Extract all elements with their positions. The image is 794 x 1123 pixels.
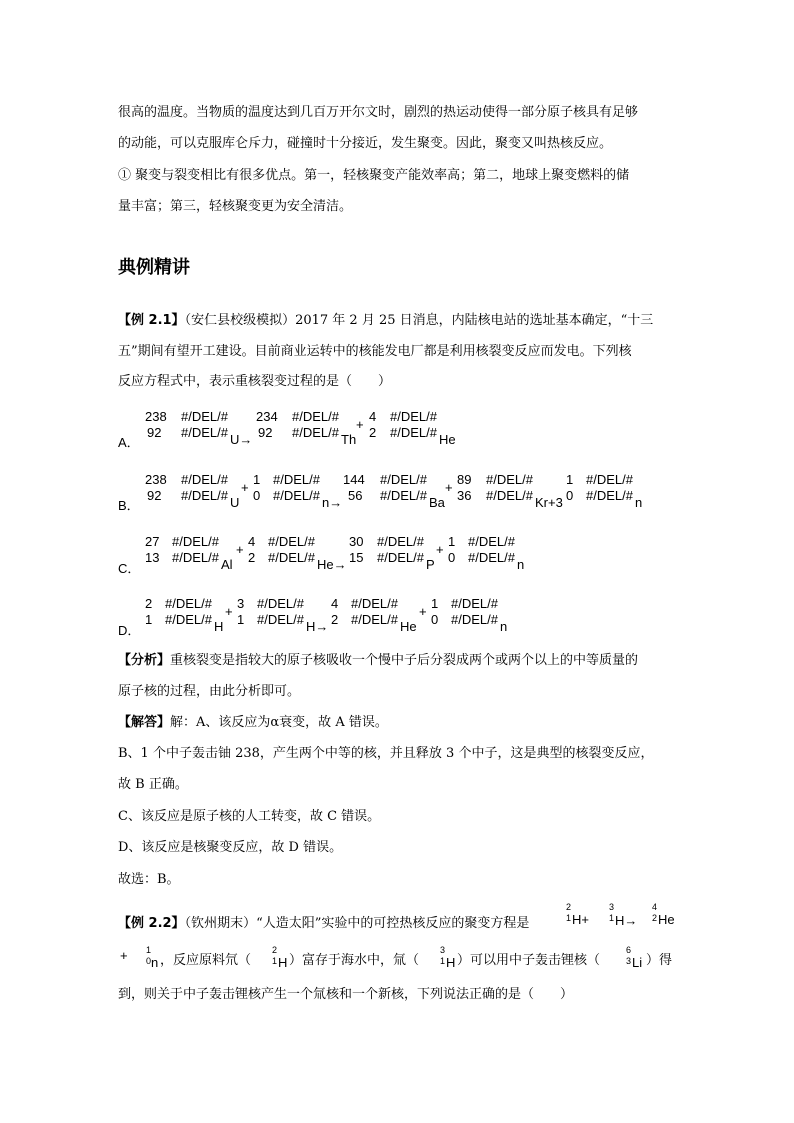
ex1-line-1 (118, 312, 653, 330)
tritium-element: H (446, 955, 456, 970)
option-b-del-4a: #/DEL/# (486, 472, 533, 487)
option-b-del-3a: #/DEL/# (380, 472, 427, 487)
answer-b-line-1: B、1 个中子轰击铀 238，产生两个中等的核，并且释放 3 个中子，这是典型的核裂变反应， (118, 746, 654, 761)
option-c-element-3: P (426, 557, 435, 572)
option-d-charge-2: 1 (237, 612, 245, 627)
option-b-label: B． (118, 498, 140, 513)
eq-mass-1: 2 (566, 902, 572, 912)
option-d-del-4a: #/DEL/# (451, 596, 498, 611)
option-c-charge-4: 0 (448, 550, 456, 565)
tritium-charge: 1 (440, 956, 446, 966)
option-a-charge-2: 92 (258, 425, 273, 440)
option-b-mass-4: 89 (457, 472, 472, 487)
lithium-mass: 6 (626, 945, 632, 955)
section-title: 典例精讲 (118, 257, 190, 278)
option-c-del-2b: #/DEL/# (268, 550, 315, 565)
ex1-line-3: 反应方程式中，表示重核裂变过程的是（ ） (118, 374, 392, 389)
ex2-line-1 (118, 915, 529, 933)
ex2-tag: 【例 2.2】 (118, 916, 185, 931)
option-a-mass-1: 238 (145, 409, 167, 424)
ex1-tag: 【例 2.1】 (118, 313, 185, 328)
intro-line-1: 很高的温度。当物质的温度达到几百万开尔文时，剧烈的热运动使得一部分原子核具有足够 (118, 105, 639, 120)
option-d-del-4b: #/DEL/# (451, 612, 498, 627)
option-d-charge-3: 2 (331, 612, 339, 627)
option-a-mass-2: 234 (256, 409, 278, 424)
option-c-element-4: n (517, 557, 525, 572)
option-c-del-4b: #/DEL/# (468, 550, 515, 565)
option-a-mass-3: 4 (369, 409, 377, 424)
eq-mass-3: 4 (652, 902, 658, 912)
analysis-tag: 【分析】 (118, 653, 171, 668)
option-b-del-1b: #/DEL/# (181, 488, 228, 503)
option-a-label: A． (118, 435, 140, 450)
option-d-mass-1: 2 (145, 596, 153, 611)
option-d-mass-2: 3 (237, 596, 245, 611)
option-d-del-2b: #/DEL/# (257, 612, 304, 627)
option-a-charge-1: 92 (147, 425, 162, 440)
answer-line-1 (118, 714, 388, 732)
option-d-del-1b: #/DEL/# (165, 612, 212, 627)
option-c-del-3b: #/DEL/# (377, 550, 424, 565)
answer-d-line: D、该反应是核聚变反应，故 D 错误。 (118, 840, 343, 855)
option-b-del-3b: #/DEL/# (380, 488, 427, 503)
eq-charge-1: 1 (566, 913, 572, 923)
option-c-plus-1: + (236, 542, 244, 557)
option-d-element-1: H (214, 619, 224, 634)
option-b-del-2b: #/DEL/# (273, 488, 320, 503)
option-a-element-1: U→ (230, 432, 253, 447)
option-b-charge-5: 0 (566, 488, 574, 503)
eq-element-3: He (658, 912, 675, 927)
analysis-line-2: 原子核的过程，由此分析即可。 (118, 684, 301, 699)
option-b-element-3: Ba (429, 495, 445, 510)
ex2-line-2-b: ）富存于海水中，氚（ (289, 953, 420, 968)
option-c-del-1b: #/DEL/# (172, 550, 219, 565)
option-b-mass-1: 238 (145, 472, 167, 487)
option-a-del-1b: #/DEL/# (181, 425, 228, 440)
option-d-mass-4: 1 (431, 596, 439, 611)
option-a-del-2b: #/DEL/# (292, 425, 339, 440)
option-c-mass-4: 1 (448, 534, 456, 549)
eq-element-4: n (151, 955, 159, 970)
option-d-plus-1: + (225, 604, 233, 619)
intro-line-2: 的动能，可以克服库仑斥力，碰撞时十分接近，发生聚变。因此，聚变又叫热核反应。 (118, 136, 613, 151)
lithium-charge: 3 (626, 956, 632, 966)
option-b-element-5: n (635, 495, 643, 510)
option-b-charge-3: 56 (348, 488, 363, 503)
option-c-element-2: He→ (317, 557, 347, 572)
option-b-charge-4: 36 (457, 488, 472, 503)
option-a-element-3: He (439, 432, 456, 447)
option-b-del-1a: #/DEL/# (181, 472, 228, 487)
option-d-del-3a: #/DEL/# (351, 596, 398, 611)
eq-element-1: H+ (572, 912, 589, 927)
ex1-line-1-text: （安仁县校级模拟）2017 年 2 月 25 日消息，内陆核电站的选址基本确定，“十三 (184, 313, 654, 328)
ex2-line-1-text: （钦州期末）“人造太阳”实验中的可控热核反应的聚变方程是 (184, 916, 530, 931)
option-c-charge-3: 15 (349, 550, 364, 565)
eq-mass-2: 3 (609, 902, 615, 912)
analysis-text-1: 重核裂变是指较大的原子核吸收一个慢中子后分裂成两个或两个以上的中等质量的 (170, 653, 639, 668)
option-c-del-2a: #/DEL/# (268, 534, 315, 549)
option-d-del-1a: #/DEL/# (165, 596, 212, 611)
option-d-del-2a: #/DEL/# (257, 596, 304, 611)
eq-charge-4: 0 (146, 956, 152, 966)
option-b-mass-5: 1 (566, 472, 574, 487)
intro-line-3: ① 聚变与裂变相比有很多优点。第一，轻核聚变产能效率高；第二，地球上聚变燃料的储 (118, 168, 630, 183)
option-c-mass-1: 27 (145, 534, 160, 549)
lithium-element: Li (632, 955, 643, 970)
deuterium-charge: 1 (272, 956, 278, 966)
option-c-mass-3: 30 (349, 534, 364, 549)
option-a-plus-1: + (356, 417, 364, 432)
option-b-element-4: Kr+3 (535, 495, 563, 510)
option-b-element-2: n→ (322, 495, 343, 510)
ex2-line-2-c: ）可以用中子轰击锂核（ (457, 953, 601, 968)
option-c-del-4a: #/DEL/# (468, 534, 515, 549)
answer-text-1: 解：A、该反应为α衰变，故 A 错误。 (170, 715, 388, 730)
option-d-label: D． (118, 623, 141, 638)
option-a-charge-3: 2 (369, 425, 377, 440)
option-d-charge-4: 0 (431, 612, 439, 627)
option-c-plus-2: + (436, 542, 444, 557)
ex2-line-3: 到，则关于中子轰击锂核产生一个氚核和一个新核，下列说法正确的是（ ） (118, 987, 574, 1002)
option-c-del-1a: #/DEL/# (172, 534, 219, 549)
option-a-del-3b: #/DEL/# (390, 425, 437, 440)
option-b-del-5a: #/DEL/# (586, 472, 633, 487)
option-c-label: C． (118, 561, 141, 576)
option-b-del-2a: #/DEL/# (273, 472, 320, 487)
deuterium-mass: 2 (272, 945, 278, 955)
option-b-plus-2: + (445, 480, 453, 495)
option-a-del-3a: #/DEL/# (390, 409, 437, 424)
option-c-mass-2: 4 (248, 534, 256, 549)
eq-mass-4: 1 (146, 945, 152, 955)
option-a-del-1a: #/DEL/# (181, 409, 228, 424)
option-b-element-1: U (230, 495, 240, 510)
option-b-del-4b: #/DEL/# (486, 488, 533, 503)
option-d-element-3: He (400, 619, 417, 634)
option-b-mass-3: 144 (343, 472, 365, 487)
answer-choice: 故选：B。 (118, 872, 180, 887)
option-d-del-3b: #/DEL/# (351, 612, 398, 627)
option-c-charge-2: 2 (248, 550, 256, 565)
option-b-plus-1: + (241, 480, 249, 495)
deuterium-element: H (278, 955, 288, 970)
option-b-charge-2: 0 (253, 488, 261, 503)
ex1-line-2: 五”期间有望开工建设。目前商业运转中的核能发电厂都是利用核裂变反应而发电。下列核 (118, 344, 632, 359)
analysis-line-1 (118, 652, 638, 670)
option-b-del-5b: #/DEL/# (586, 488, 633, 503)
option-c-charge-1: 13 (145, 550, 160, 565)
option-d-plus-2: + (419, 604, 427, 619)
option-b-mass-2: 1 (253, 472, 261, 487)
answer-b-line-2: 故 B 正确。 (118, 777, 188, 792)
eq-element-2: H→ (615, 913, 638, 928)
option-d-element-2: H→ (306, 619, 329, 634)
answer-tag: 【解答】 (118, 715, 171, 730)
option-d-element-4: n (500, 619, 508, 634)
ex2-line-2-d: ）得 (646, 953, 673, 968)
intro-line-4: 量丰富；第三，轻核聚变更为安全清洁。 (118, 199, 353, 214)
option-a-element-2: Th (341, 432, 357, 447)
option-c-element-1: Al (221, 557, 233, 572)
ex2-line-2-a: ，反应原料氘（ (160, 953, 252, 968)
option-c-del-3a: #/DEL/# (377, 534, 424, 549)
option-d-mass-3: 4 (331, 596, 339, 611)
option-b-charge-1: 92 (147, 488, 162, 503)
eq-charge-3: 2 (652, 913, 658, 923)
eq-charge-2: 1 (609, 913, 615, 923)
eq-plus: + (120, 948, 128, 963)
option-d-charge-1: 1 (145, 612, 153, 627)
answer-c-line: C、该反应是原子核的人工转变，故 C 错误。 (118, 809, 381, 824)
option-a-del-2a: #/DEL/# (292, 409, 339, 424)
tritium-mass: 3 (440, 945, 446, 955)
